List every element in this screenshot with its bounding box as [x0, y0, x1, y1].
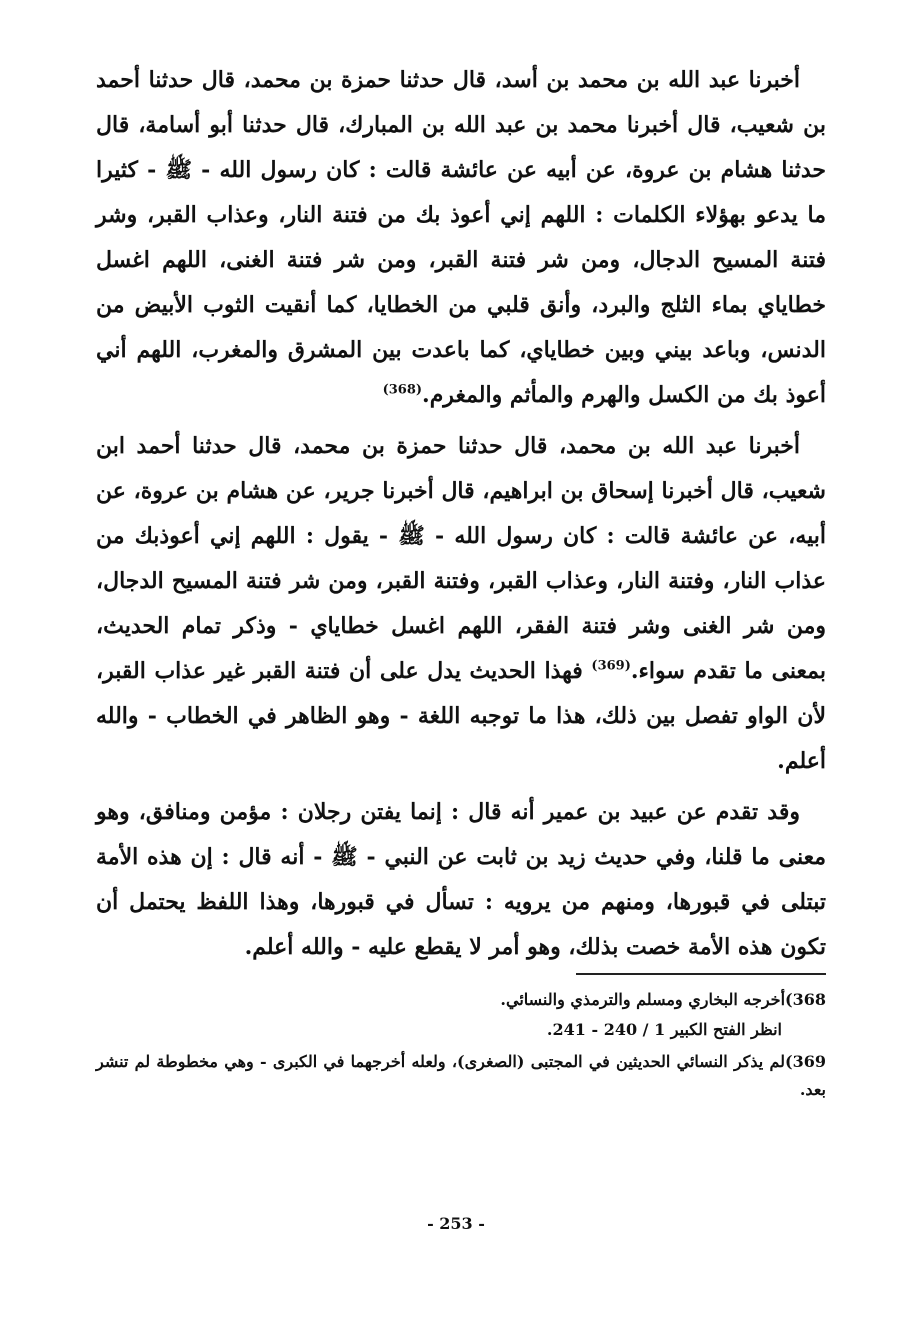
footnote-ref-368: (368): [382, 382, 423, 398]
footnotes-block: [96, 986, 826, 1106]
footnote-number: 368): [785, 990, 826, 1009]
footnote-text: أخرجه البخاري ومسلم والترمذي والنسائي.: [500, 990, 786, 1009]
paragraph-2-tail: فهذا الحديث يدل على أن فتنة القبر غير عذاب القبر، لأن الواو تفصل بين ذلك، هذا ما توجبه اللغة - وهو الظاهر في الخطاب - والله أعلم.: [96, 658, 826, 774]
paragraph-1: [96, 58, 826, 418]
paragraph-2-text: أخبرنا عبد الله بن محمد، قال حدثنا حمزة بن محمد، قال حدثنا أحمد ابن شعيب، قال أخبرنا إسحاق بن ابراهيم، قال أخبرنا جرير، عن هشام بن عروة، عن أبيه، عن عائشة قالت : كان رسول الله - ﷺ - يقول : اللهم إني أعوذبك من عذاب النار، وفتنة النار، وعذاب القبر، وفتنة القبر، ومن شر فتنة المسيح الدجال، ومن شر الغنى وشر فتنة الفقر، اللهم اغسل خطاياي - وذكر تمام الحديث، بمعنى ما تقدم سواء.: [96, 433, 826, 684]
paragraph-3: [96, 790, 826, 970]
main-text-block: [96, 58, 826, 970]
footnote-divider: [576, 973, 826, 975]
footnote-text: لم يذكر النسائي الحديثين في المجتبى (الصغرى)، ولعله أخرجهما في الكبرى - وهي مخطوطة لم تنشر بعد.: [96, 1052, 826, 1099]
page-number: - 253 -: [427, 1214, 485, 1233]
footnote-369: [96, 1048, 826, 1104]
footnote-368-continuation: انظر الفتح الكبير 1 / 240 - 241.: [546, 1020, 782, 1039]
footnote-number: 369): [785, 1052, 826, 1071]
paragraph-1-text: أخبرنا عبد الله بن محمد بن أسد، قال حدثنا حمزة بن محمد، قال حدثنا أحمد بن شعيب، قال أخبرنا محمد بن عبد الله بن المبارك، قال حدثنا أبو أسامة، قال حدثنا هشام بن عروة، عن أبيه عن عائشة قالت : كان رسول الله - ﷺ - كثيرا ما يدعو بهؤلاء الكلمات : اللهم إني أعوذ بك من فتنة النار، وعذاب القبر، وشر فتنة المسيح الدجال، ومن شر فتنة القبر، ومن شر فتنة الغنى، اللهم اغسل خطاياي بماء الثلج والبرد، وأنق قلبي من الخطايا، كما أنقيت الثوب الأبيض من الدنس، وباعد بيني وبين خطاياي، كما باعدت بين المشرق والمغرب، اللهم أني أعوذ بك من الكسل والهرم والمأثم والمغرم.: [96, 67, 826, 408]
paragraph-2: [96, 424, 826, 784]
paragraph-3-text: وقد تقدم عن عبيد بن عمير أنه قال : إنما يفتن رجلان : مؤمن ومنافق، وهو معنى ما قلنا، وفي حديث زيد بن ثابت عن النبي - ﷺ - أنه قال : إن هذه الأمة تبتلى في قبورها، ومنهم من يرويه : تسأل في قبورها، وهذا اللفظ يحتمل أن تكون هذه الأمة خصت بذلك، وهو أمر لا يقطع عليه - والله أعلم.: [96, 799, 826, 960]
footnote-ref-369: (369): [591, 658, 631, 674]
footnote-368: [96, 986, 826, 1014]
